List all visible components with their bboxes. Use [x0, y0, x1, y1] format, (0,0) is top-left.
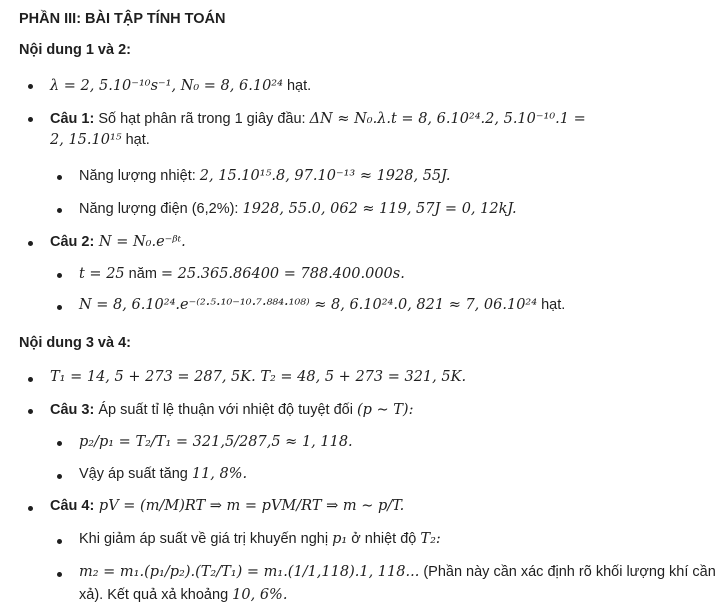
- bullet-dot: [57, 273, 62, 278]
- group-title-3-4: Nội dung 3 và 4:: [19, 335, 131, 351]
- bullet-dot: [57, 175, 62, 180]
- list-item-given: [50, 76, 311, 96]
- list-item-pressure-ratio: [79, 432, 353, 452]
- pressure-increase-math: 11, 8%.: [191, 466, 248, 482]
- electric-energy-math: 1928, 55.0, 062 ≈ 119, 57J = 0, 12kJ.: [242, 201, 517, 217]
- mass-result-math: m₂ = m₁.(p₁/p₂).(T₂/T₁) = m₁.(1/1,118).1, 118...: [79, 564, 420, 580]
- list-item-pressure-increase: [79, 464, 247, 484]
- list-item-time: [79, 264, 405, 284]
- bullet-dot: [57, 305, 62, 310]
- list-item-electric-energy: [79, 199, 517, 219]
- question-2-math: N = N₀.e⁻ᵝᵗ.: [94, 234, 186, 250]
- bullet-dot: [28, 409, 33, 414]
- question-3-math: (p ∼ T):: [356, 402, 414, 418]
- heat-energy-math: 2, 15.10¹⁵.8, 97.10⁻¹³ ≈ 1928, 55J.: [199, 168, 451, 184]
- electric-energy-text: Năng lượng điện (6,2%):: [79, 201, 243, 217]
- remaining-nuclei-math: N = 8, 6.10²⁴.e⁻⁽²·⁵·¹⁰⁻¹⁰·⁷·⁸⁸⁴·¹⁰⁸⁾ ≈ 8, 6.10²⁴.0, 821 ≈ 7, 06.10²⁴: [79, 297, 538, 313]
- question-1-math: ΔN ≈ N₀.λ.t = 8, 6.10²⁴.2, 5.10⁻¹⁰.1 =: [309, 111, 586, 127]
- bullet-dot: [28, 117, 33, 122]
- recommended-pressure-text-b: ở nhiệt độ: [347, 531, 421, 547]
- group-title-1-2: Nội dung 1 và 2:: [19, 42, 131, 58]
- recommended-pressure-text: Khi giảm áp suất về giá trị khuyến nghị: [79, 531, 333, 547]
- list-item-question-3: [50, 400, 413, 420]
- list-item-heat-energy: [79, 166, 450, 186]
- question-1-math-result: 2, 15.10¹⁵: [50, 132, 122, 148]
- question-4-label: Câu 4:: [50, 498, 95, 514]
- question-2-label: Câu 2:: [50, 234, 95, 250]
- mass-result-math-2: 10, 6%.: [232, 587, 288, 603]
- mass-result-text: (Phần này cần xác định rõ khối lượng khí cần: [419, 564, 716, 580]
- bullet-dot: [28, 377, 33, 382]
- section-title: PHẦN III: BÀI TẬP TÍNH TOÁN: [19, 11, 226, 27]
- question-3-text: Áp suất tỉ lệ thuận với nhiệt độ tuyệt đối: [94, 402, 357, 418]
- question-1-text: Số hạt phân rã trong 1 giây đầu:: [94, 111, 310, 127]
- question-1-continuation: [50, 130, 150, 150]
- bullet-dot: [57, 441, 62, 446]
- mass-result-text-2: xả). Kết quả xả khoảng: [79, 587, 233, 603]
- text-suffix: hạt.: [282, 78, 312, 94]
- text-suffix: hạt.: [121, 132, 150, 148]
- question-3-label: Câu 3:: [50, 402, 95, 418]
- heat-energy-text: Năng lượng nhiệt:: [79, 168, 200, 184]
- pressure-ratio-math: p₂/p₁ = T₂/T₁ = 321,5/287,5 ≈ 1, 118.: [79, 434, 353, 450]
- recommended-pressure-math-a: p₁: [332, 531, 348, 547]
- bullet-dot: [57, 572, 62, 577]
- time-math-b: = 25.365.86400 = 788.400.000s.: [160, 266, 405, 282]
- time-math-a: t = 25: [79, 266, 125, 282]
- list-item-question-2: [50, 232, 186, 252]
- pressure-increase-text: Vậy áp suất tăng: [79, 466, 192, 482]
- list-item-question-1: [50, 109, 586, 129]
- question-1-label: Câu 1:: [50, 111, 95, 127]
- list-item-mass-result: [79, 562, 716, 582]
- list-item-remaining-nuclei: [79, 295, 565, 315]
- math-given: λ = 2, 5.10⁻¹⁰s⁻¹, N₀ = 8, 6.10²⁴: [50, 78, 283, 94]
- bullet-dot: [57, 474, 62, 479]
- bullet-dot: [28, 506, 33, 511]
- bullet-dot: [28, 241, 33, 246]
- bullet-dot: [57, 208, 62, 213]
- list-item-question-4: [50, 496, 404, 516]
- question-4-math: pV = (m/M)RT ⇒ m = pVM/RT ⇒ m ∼ p/T.: [94, 498, 405, 514]
- time-text: năm: [124, 266, 161, 282]
- bullet-dot: [28, 84, 33, 89]
- text-suffix: hạt.: [537, 297, 566, 313]
- mass-result-continuation: [79, 585, 287, 605]
- bullet-dot: [57, 539, 62, 544]
- temperatures-math: T₁ = 14, 5 + 273 = 287, 5K. T₂ = 48, 5 + 273 = 321, 5K.: [50, 369, 467, 385]
- list-item-recommended-pressure: [79, 529, 441, 549]
- recommended-pressure-math-b: T₂:: [420, 531, 441, 547]
- list-item-temperatures: [50, 367, 466, 387]
